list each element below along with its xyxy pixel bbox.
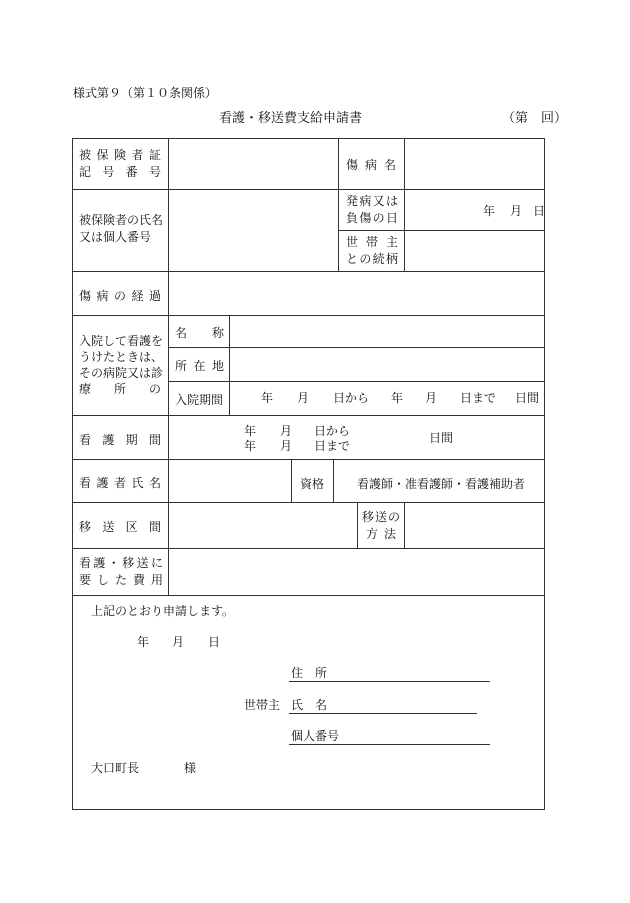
column-divider bbox=[404, 138, 405, 271]
applicant-address-label: 住 所 bbox=[291, 666, 328, 680]
onset-date-field[interactable] bbox=[406, 191, 544, 229]
row-divider bbox=[72, 459, 545, 460]
column-divider bbox=[333, 459, 334, 502]
disease-name-field[interactable] bbox=[406, 140, 544, 188]
nursing-to-year-label: 年 bbox=[244, 439, 257, 453]
admission-period-field[interactable] bbox=[231, 383, 544, 414]
row-divider bbox=[72, 271, 545, 272]
application-day-label: 日 bbox=[208, 635, 221, 649]
qualification-label: 資格 bbox=[300, 477, 325, 491]
relation-field[interactable] bbox=[406, 232, 544, 270]
row-divider bbox=[72, 595, 545, 596]
hospital-name-field[interactable] bbox=[231, 317, 544, 346]
applicant-address-field[interactable] bbox=[340, 664, 490, 680]
cost-label: 看護・移送に 要した費用 bbox=[79, 556, 163, 587]
row-divider bbox=[72, 502, 545, 503]
relation-label: 世帯主 との続柄 bbox=[346, 235, 398, 266]
application-year-label: 年 bbox=[137, 635, 150, 649]
onset-month-label: 月 bbox=[510, 204, 523, 218]
row-divider bbox=[338, 230, 545, 231]
nurse-name-label: 看護者氏名 bbox=[79, 476, 161, 490]
hospital-address-field[interactable] bbox=[231, 349, 544, 380]
applicant-name-field[interactable] bbox=[340, 696, 477, 712]
period-month-label: 月 bbox=[425, 391, 438, 405]
row-divider bbox=[168, 347, 545, 348]
applicant-id-field[interactable] bbox=[340, 727, 490, 743]
application-month-label: 月 bbox=[172, 635, 185, 649]
nurse-name-field[interactable] bbox=[170, 461, 289, 501]
onset-date-label: 発病又は 負傷の日 bbox=[346, 194, 398, 225]
column-divider bbox=[168, 138, 169, 595]
period-year-label: 年 bbox=[261, 391, 274, 405]
nursing-period-label: 看護期間 bbox=[79, 433, 161, 447]
period-month-label: 月 bbox=[297, 391, 310, 405]
column-divider bbox=[338, 138, 339, 271]
nursing-until-label: 日まで bbox=[314, 439, 351, 453]
insured-name-field[interactable] bbox=[170, 191, 336, 270]
addressee-label: 大口町長 bbox=[91, 761, 140, 775]
nursing-days-label: 日間 bbox=[429, 431, 454, 445]
period-until-label: 日まで bbox=[460, 391, 497, 405]
transfer-method-label: 移送の 方法 bbox=[362, 510, 400, 541]
column-divider bbox=[291, 459, 292, 502]
admission-hospital-label: 入院して看護を うけたときは、 その病院又は診 療所の bbox=[79, 334, 164, 396]
column-divider bbox=[229, 315, 230, 415]
period-days-label: 日間 bbox=[515, 391, 540, 405]
form-title: 看護・移送費支給申請書 bbox=[219, 111, 363, 126]
application-statement: 上記のとおり申請します。 bbox=[91, 604, 235, 618]
nursing-from-month-label: 月 bbox=[280, 424, 293, 438]
nursing-to-month-label: 月 bbox=[280, 439, 293, 453]
applicant-name-label: 氏 名 bbox=[291, 698, 328, 712]
disease-name-label: 傷病名 bbox=[346, 158, 396, 172]
name-underline bbox=[289, 713, 477, 714]
applicant-id-label: 個人番号 bbox=[291, 729, 340, 743]
onset-day-label: 日 bbox=[533, 204, 546, 218]
row-divider bbox=[72, 189, 545, 190]
cost-field[interactable] bbox=[170, 550, 544, 594]
row-divider bbox=[72, 415, 545, 416]
insured-card-label: 被保険者証 記号番号 bbox=[79, 148, 161, 179]
row-divider bbox=[72, 548, 545, 549]
transfer-section-label: 移送区間 bbox=[79, 520, 161, 534]
insured-name-label: 被保険者の氏名 又は個人番号 bbox=[79, 213, 164, 244]
nursing-from-label: 日から bbox=[314, 424, 351, 438]
admission-period-label: 入院期間 bbox=[175, 393, 224, 407]
transfer-method-field[interactable] bbox=[406, 504, 544, 547]
column-divider bbox=[404, 502, 405, 548]
row-divider bbox=[72, 315, 545, 316]
householder-label: 世帯主 bbox=[244, 698, 281, 712]
application-count: （第 回） bbox=[502, 111, 568, 126]
period-from-label: 日から bbox=[333, 391, 370, 405]
address-underline bbox=[289, 681, 490, 682]
qualification-options[interactable]: 看護師・准看護師・看護補助者 bbox=[357, 477, 526, 491]
disease-course-label: 傷病の経過 bbox=[79, 289, 161, 303]
row-divider bbox=[168, 381, 545, 382]
column-divider bbox=[357, 502, 358, 548]
nursing-from-year-label: 年 bbox=[244, 424, 257, 438]
form-number: 様式第９（第１０条関係） bbox=[73, 86, 218, 100]
transfer-section-field[interactable] bbox=[170, 504, 355, 547]
id-underline bbox=[289, 744, 490, 745]
insured-card-number-field[interactable] bbox=[170, 140, 336, 188]
hospital-name-label: 名称 bbox=[175, 326, 224, 340]
onset-year-label: 年 bbox=[483, 204, 496, 218]
disease-course-field[interactable] bbox=[170, 273, 544, 314]
honorific-label: 様 bbox=[184, 761, 197, 775]
nursing-period-field[interactable] bbox=[170, 417, 544, 458]
hospital-address-label: 所在地 bbox=[175, 359, 224, 373]
period-year-label: 年 bbox=[391, 391, 404, 405]
